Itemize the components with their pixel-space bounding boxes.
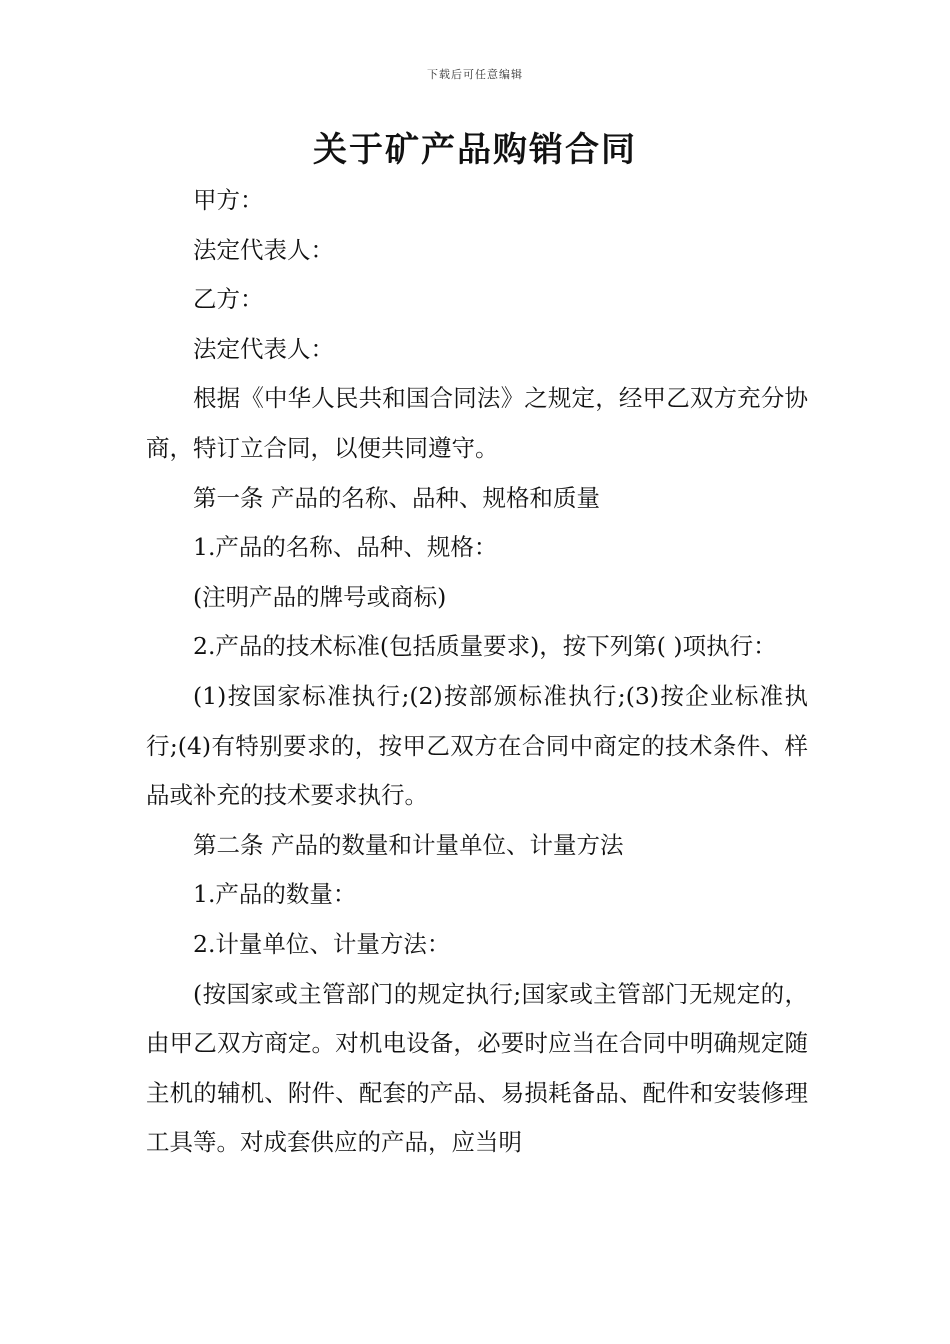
article-1-item-1: 1.产品的名称、品种、规格： bbox=[193, 533, 498, 562]
article-1-note: (注明产品的牌号或商标) bbox=[193, 582, 447, 611]
party-a-line: 甲方： bbox=[193, 186, 264, 214]
article-2-heading: 第二条 产品的数量和计量单位、计量方法 bbox=[193, 830, 624, 859]
party-b-representative-line: 法定代表人： bbox=[193, 334, 334, 363]
article-2-note-paragraph: (按国家或主管部门的规定执行;国家或主管部门无规定的，由甲乙双方商定。对机电设备，必要时应当在合同中明确规定随主机的辅机、附件、配套的产品、易损耗备品、配件和安装修理工具等。对成套供应的产品，应当明 bbox=[146, 979, 808, 1157]
article-1-standards-list: (1)按国家标准执行;(2)按部颁标准执行;(3)按企业标准执行;(4)有特别要求的，按甲乙双方在合同中商定的技术条件、样品或补充的技术要求执行。 bbox=[146, 681, 808, 810]
article-2-item-1: 1.产品的数量： bbox=[193, 880, 357, 909]
article-2-item-2: 2.计量单位、计量方法： bbox=[193, 929, 451, 958]
header-note: 下载后可任意编辑 bbox=[427, 68, 523, 81]
party-b-line: 乙方： bbox=[193, 285, 264, 314]
party-a-representative-line: 法定代表人： bbox=[193, 235, 334, 264]
document-title: 关于矿产品购销合同 bbox=[313, 130, 637, 170]
document-body bbox=[146, 176, 808, 1168]
article-1-item-2: 2.产品的技术标准(包括质量要求)，按下列第( )项执行： bbox=[193, 632, 777, 661]
article-1-heading: 第一条 产品的名称、品种、规格和质量 bbox=[193, 483, 600, 512]
preamble-paragraph: 根据《中华人民共和国合同法》之规定，经甲乙双方充分协商，特订立合同，以便共同遵守。 bbox=[146, 384, 808, 462]
